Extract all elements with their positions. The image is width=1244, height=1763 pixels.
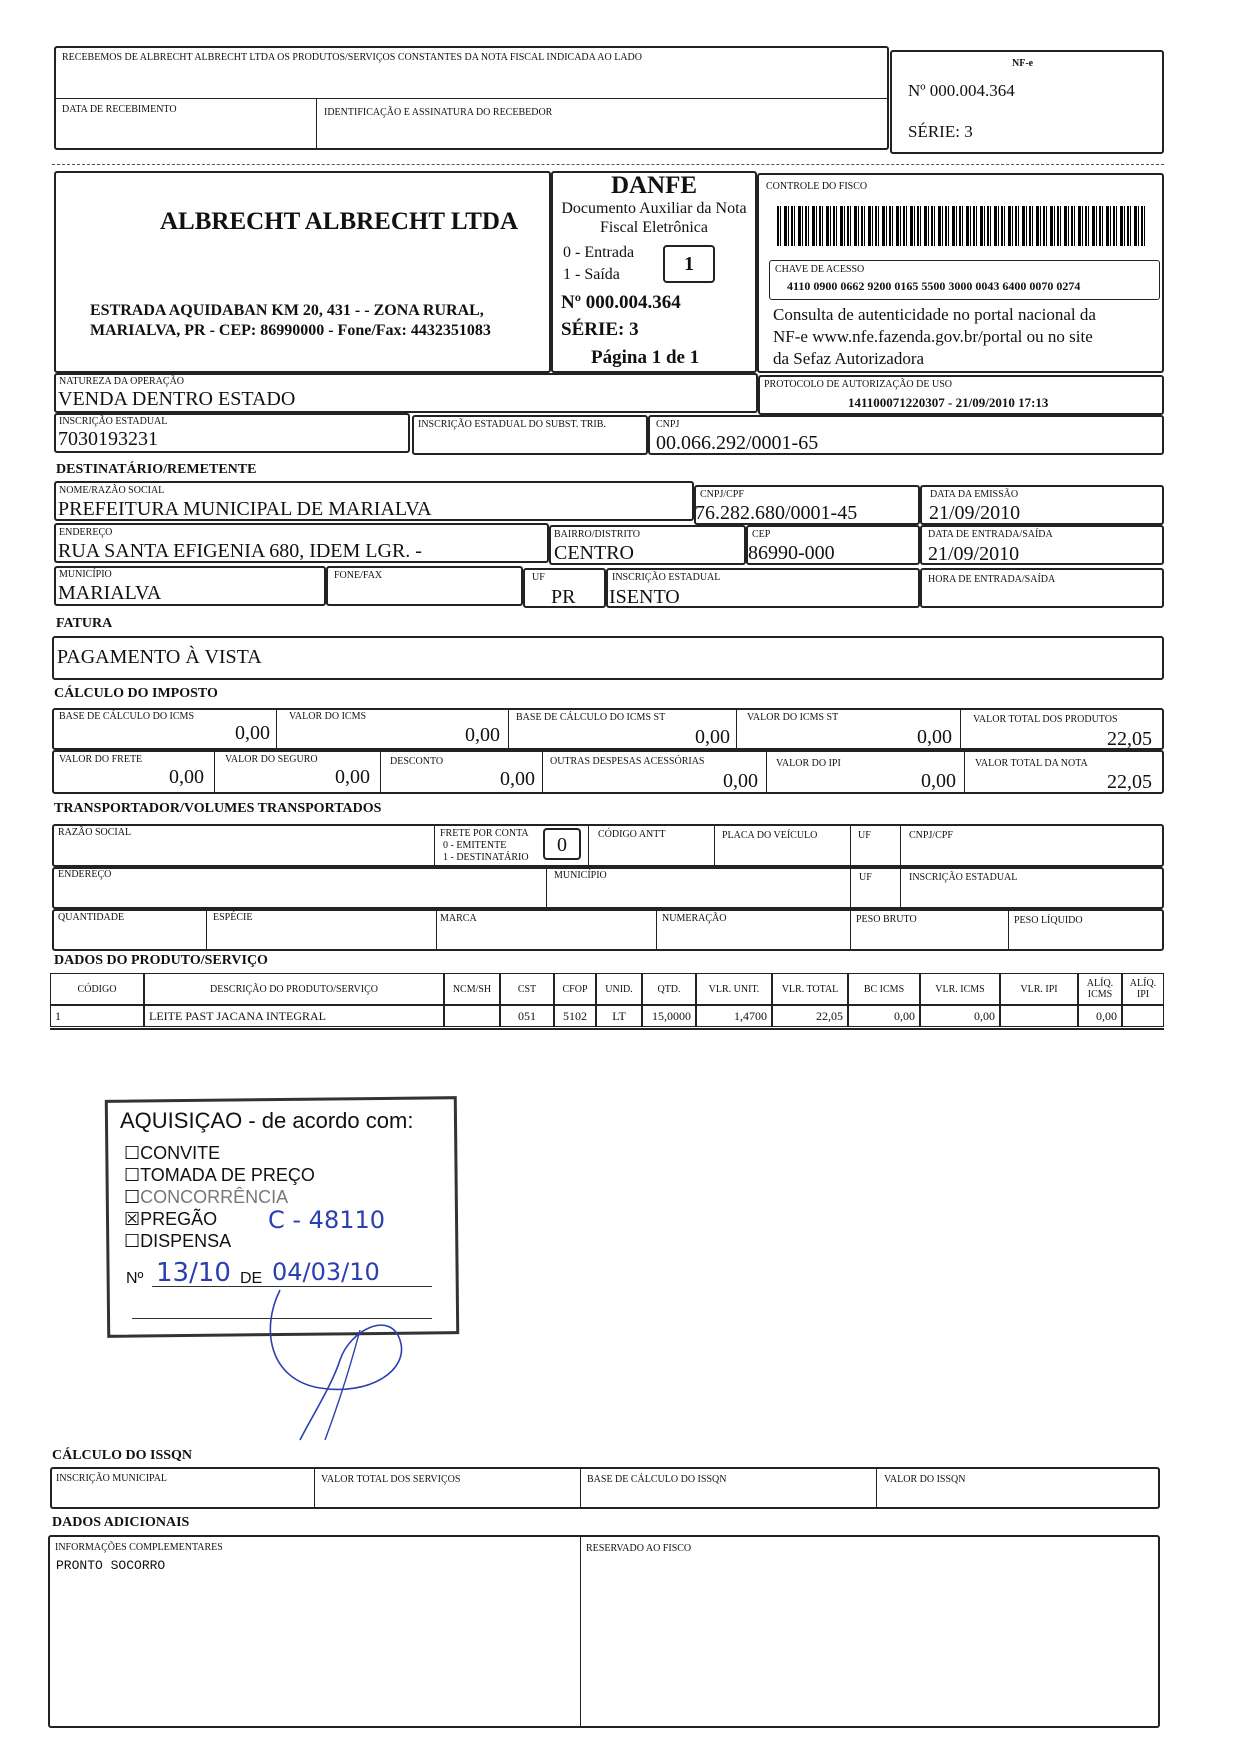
uf-label: UF	[532, 572, 545, 583]
tr-sep	[850, 824, 851, 867]
signature	[240, 1270, 450, 1450]
products-row-cell: 1	[50, 1005, 144, 1027]
recipient-name: PREFEITURA MUNICIPAL DE MARIALVA	[58, 498, 432, 520]
ie-st-label: INSCRIÇÃO ESTADUAL DO SUBST. TRIB.	[418, 419, 606, 430]
fisco-control-label: CONTROLE DO FISCO	[766, 181, 868, 192]
products-header-cell: CFOP	[554, 973, 596, 1005]
complementary-info: PRONTO SOCORRO	[56, 1558, 166, 1573]
phone-label: FONE/FAX	[334, 570, 383, 581]
stamp-option-convite-label: CONVITE	[140, 1143, 221, 1163]
emitter-address-1: ESTRADA AQUIDABAN KM 20, 431 - - ZONA RURAL,	[90, 302, 484, 319]
products-header-cell: ALÍQ. ICMS	[1078, 973, 1122, 1005]
issqn-value-label: VALOR DO ISSQN	[884, 1474, 966, 1485]
transport-ie-label: INSCRIÇÃO ESTADUAL	[909, 872, 1018, 883]
products-header-cell: VLR. UNIT.	[696, 973, 772, 1005]
qty-label: QUANTIDADE	[58, 912, 125, 923]
transport-address-label: ENDEREÇO	[58, 869, 112, 880]
insurance-label: VALOR DO SEGURO	[225, 754, 318, 765]
products-total-value: 22,05	[1107, 728, 1152, 750]
stamp-option-dispensa: ☐DISPENSA	[124, 1231, 232, 1251]
products-row-cell: 5102	[554, 1005, 596, 1027]
products-header-cell: ALÍQ. IPI	[1122, 973, 1164, 1005]
handwritten-code: C - 48110	[268, 1206, 386, 1234]
ipi-label: VALOR DO IPI	[776, 758, 841, 769]
tax-sep	[766, 750, 767, 794]
stamp-de-label: DE	[240, 1270, 263, 1287]
products-row-cell	[1000, 1005, 1078, 1027]
products-header-cell: BC ICMS	[848, 973, 920, 1005]
cnpj-label: CNPJ	[656, 419, 680, 430]
products-row-cell: 0,00	[920, 1005, 1000, 1027]
address-value: RUA SANTA EFIGENIA 680, IDEM LGR. -	[58, 540, 422, 562]
danfe-subtitle-1: Documento Auxiliar da Nota	[561, 200, 747, 217]
city-label: MUNICÍPIO	[59, 569, 112, 580]
products-header-cell: UNID.	[596, 973, 642, 1005]
stamp-option-tomada: ☐TOMADA DE PREÇO	[124, 1165, 315, 1185]
invoice-section-title: FATURA	[56, 616, 113, 631]
antt-label: CÓDIGO ANTT	[598, 829, 666, 840]
numbering-label: NUMERAÇÃO	[662, 913, 727, 924]
icms-label: VALOR DO ICMS	[289, 711, 367, 722]
stamp-option-concorrencia: ☐CONCORRÊNCIA	[124, 1187, 289, 1207]
products-row-cell: LT	[596, 1005, 642, 1027]
discount-value: 0,00	[500, 768, 535, 790]
issqn-sep	[580, 1467, 581, 1509]
products-row-cell: 1,4700	[696, 1005, 772, 1027]
brand-label: MARCA	[440, 913, 477, 924]
icms-st-value: 0,00	[917, 726, 952, 748]
insurance-value: 0,00	[335, 766, 370, 788]
products-total-label: VALOR TOTAL DOS PRODUTOS	[973, 714, 1118, 725]
tax-sep	[964, 750, 965, 794]
emitter-box	[54, 171, 551, 373]
canhoto-number: Nº 000.004.364	[908, 81, 1015, 100]
transport-cnpj-label: CNPJ/CPF	[909, 830, 953, 841]
tr-sep	[900, 824, 901, 867]
access-key-label: CHAVE DE ACESSO	[775, 264, 865, 275]
canhoto-nfe-label: NF-e	[1012, 58, 1034, 69]
tr-sep	[900, 867, 901, 909]
cut-line	[52, 164, 1164, 165]
district-label: BAIRRO/DISTRITO	[554, 529, 640, 540]
district-value: CENTRO	[554, 542, 634, 564]
products-section-title: DADOS DO PRODUTO/SERVIÇO	[54, 953, 268, 968]
address-label: ENDEREÇO	[59, 527, 113, 538]
recipient-cnpj-label: CNPJ/CPF	[700, 489, 744, 500]
emission-label: DATA DA EMISSÃO	[930, 489, 1019, 500]
products-row-cell	[1122, 1005, 1164, 1027]
danfe-number: Nº 000.004.364	[561, 292, 681, 313]
protocol-label: PROTOCOLO DE AUTORIZAÇÃO DE USO	[764, 379, 952, 390]
issqn-sep	[314, 1467, 315, 1509]
products-table	[50, 973, 1164, 1035]
tr-sep	[546, 867, 547, 909]
transport-uf-label: UF	[858, 830, 871, 841]
tax-sep	[380, 750, 381, 794]
services-total-label: VALOR TOTAL DOS SERVIÇOS	[321, 1474, 461, 1485]
barcode	[777, 206, 1145, 246]
stamp-option-pregao-label: PREGÃO	[140, 1209, 218, 1229]
tr-sep	[436, 909, 437, 951]
consult-line-1: Consulta de autenticidade no portal nacional da	[773, 305, 1096, 324]
products-header-cell: QTD.	[642, 973, 696, 1005]
products-row-cell: LEITE PAST JACANA INTEGRAL	[144, 1005, 444, 1027]
bc-st-value: 0,00	[695, 726, 730, 748]
stamp-option-concorrencia-label: CONCORRÊNCIA	[140, 1187, 289, 1207]
stamp-option-pregao: ☒PREGÃO	[124, 1209, 218, 1229]
receiver-id-label: IDENTIFICAÇÃO E ASSINATURA DO RECEBEDOR	[324, 107, 553, 118]
consult-line-2: NF-e www.nfe.fazenda.gov.br/portal ou no site	[773, 327, 1093, 346]
transport-city-label: MUNICÍPIO	[554, 870, 607, 881]
tax-sep	[214, 750, 215, 794]
additional-box	[48, 1535, 1160, 1728]
tr-sep	[850, 867, 851, 909]
stamp-title: AQUISIÇAO - de acordo com:	[120, 1108, 414, 1133]
tr-sep	[1008, 909, 1009, 951]
recipient-ie-label: INSCRIÇÃO ESTADUAL	[612, 572, 721, 583]
ie-value: 7030193231	[58, 428, 158, 450]
nature-value: VENDA DENTRO ESTADO	[58, 388, 296, 410]
canhoto-divider-v	[316, 98, 317, 150]
species-label: ESPÉCIE	[213, 912, 253, 923]
tax-sep	[508, 708, 509, 750]
uf-value: PR	[551, 586, 576, 608]
plate-label: PLACA DO VEÍCULO	[722, 830, 818, 841]
products-header-cell: VLR. IPI	[1000, 973, 1078, 1005]
receipt-date-label: DATA DE RECEBIMENTO	[62, 104, 177, 115]
stamp-option-dispensa-label: DISPENSA	[140, 1231, 232, 1251]
freight-opt-0: 0 - EMITENTE	[443, 840, 507, 851]
products-row-cell: 0,00	[848, 1005, 920, 1027]
receipt-text: RECEBEMOS DE ALBRECHT ALBRECHT LTDA OS PRODUTOS/SERVIÇOS CONSTANTES DA NOTA FISCAL INDICADA AO LADO	[62, 52, 642, 63]
municipal-registration-label: INSCRIÇÃO MUNICIPAL	[56, 1473, 168, 1484]
products-row-cell: 051	[500, 1005, 554, 1027]
danfe-title: DANFE	[610, 172, 698, 199]
cep-label: CEP	[752, 529, 771, 540]
tax-sep	[736, 708, 737, 750]
tax-sep	[276, 708, 277, 750]
tr-sep	[656, 909, 657, 951]
bc-icms-value: 0,00	[235, 722, 270, 744]
invoice-text: PAGAMENTO À VISTA	[57, 646, 262, 668]
danfe-page: Página 1 de 1	[591, 347, 700, 368]
transport-name-label: RAZÃO SOCIAL	[58, 827, 132, 838]
products-table-underline	[50, 1028, 1164, 1030]
nature-label: NATUREZA DA OPERAÇÃO	[59, 376, 185, 387]
canhoto-divider	[54, 98, 889, 99]
freight-label: VALOR DO FRETE	[59, 754, 143, 765]
danfe-type-value: 1	[684, 253, 694, 275]
tr-sep	[850, 909, 851, 951]
products-header-cell: CÓDIGO	[50, 973, 144, 1005]
danfe-subtitle-2: Fiscal Eletrônica	[600, 219, 708, 236]
freight-by-label: FRETE POR CONTA	[440, 828, 529, 839]
products-row-cell: 22,05	[772, 1005, 848, 1027]
net-weight-label: PESO LÍQUIDO	[1014, 915, 1083, 926]
stamp-number-label: Nº	[126, 1270, 144, 1287]
stamp-option-tomada-label: TOMADA DE PREÇO	[140, 1165, 315, 1185]
recipient-ie: ISENTO	[609, 586, 680, 608]
tr-sep	[206, 909, 207, 951]
icms-value: 0,00	[465, 724, 500, 746]
tax-section-title: CÁLCULO DO IMPOSTO	[54, 686, 218, 701]
other-label: OUTRAS DESPESAS ACESSÓRIAS	[550, 756, 705, 767]
cep-value: 86990-000	[748, 542, 835, 564]
protocol-value: 141100071220307 - 21/09/2010 17:13	[848, 395, 1049, 410]
recipient-section-title: DESTINATÁRIO/REMETENTE	[56, 462, 257, 477]
tr-sep	[588, 824, 589, 867]
stamp-option-convite: ☐CONVITE	[124, 1143, 221, 1163]
gross-weight-label: PESO BRUTO	[856, 914, 917, 925]
time-label: HORA DE ENTRADA/SAÍDA	[928, 574, 1056, 585]
products-row-cell: 15,0000	[642, 1005, 696, 1027]
recipient-name-label: NOME/RAZÃO SOCIAL	[59, 485, 165, 496]
reserved-fisco-label: RESERVADO AO FISCO	[586, 1543, 692, 1554]
transport-uf2-label: UF	[859, 872, 872, 883]
handwritten-number: 13/10	[156, 1258, 231, 1288]
danfe-exit: 1 - Saída	[563, 266, 620, 283]
products-header-cell: VLR. ICMS	[920, 973, 1000, 1005]
products-row-cell	[444, 1005, 500, 1027]
canhoto-series: SÉRIE: 3	[908, 122, 973, 141]
tr-sep	[714, 824, 715, 867]
issqn-section-title: CÁLCULO DO ISSQN	[52, 1448, 193, 1463]
danfe-entry: 0 - Entrada	[563, 244, 635, 261]
bc-icms-label: BASE DE CÁLCULO DO ICMS	[59, 711, 195, 722]
freight-opt-1: 1 - DESTINATÁRIO	[443, 852, 529, 863]
freight-value: 0	[557, 834, 567, 856]
tr-sep	[434, 824, 435, 867]
city-value: MARIALVA	[58, 582, 162, 604]
emitter-address-2: MARIALVA, PR - CEP: 86990000 - Fone/Fax: 4432351083	[90, 322, 491, 339]
consult-line-3: da Sefaz Autorizadora	[773, 349, 925, 368]
ie-label: INSCRIÇÃO ESTADUAL	[59, 416, 168, 427]
emission-date: 21/09/2010	[929, 502, 1021, 524]
freight-value: 0,00	[169, 766, 204, 788]
entry-date: 21/09/2010	[928, 543, 1020, 565]
bc-st-label: BASE DE CÁLCULO DO ICMS ST	[516, 712, 666, 723]
entry-date-label: DATA DE ENTRADA/SAÍDA	[928, 529, 1053, 540]
tax-sep	[960, 708, 961, 750]
products-header-cell: VLR. TOTAL	[772, 973, 848, 1005]
complementary-info-label: INFORMAÇÕES COMPLEMENTARES	[55, 1542, 223, 1553]
additional-section-title: DADOS ADICIONAIS	[52, 1515, 190, 1530]
handwritten-date: 04/03/10	[272, 1258, 380, 1286]
other-value: 0,00	[723, 770, 758, 792]
cnpj-value: 00.066.292/0001-65	[656, 432, 819, 454]
access-key: 4110 0900 0662 9200 0165 5500 3000 0043 6400 0070 0274	[787, 279, 1081, 293]
products-header-cell: NCM/SH	[444, 973, 500, 1005]
total-label: VALOR TOTAL DA NOTA	[975, 758, 1088, 769]
issqn-sep	[876, 1467, 877, 1509]
icms-st-label: VALOR DO ICMS ST	[747, 712, 839, 723]
emitter-name: ALBRECHT ALBRECHT LTDA	[160, 208, 518, 235]
discount-label: DESCONTO	[390, 756, 444, 767]
danfe-series: SÉRIE: 3	[561, 319, 639, 340]
tax-sep	[542, 750, 543, 794]
additional-sep	[580, 1535, 581, 1728]
recipient-cnpj: 76.282.680/0001-45	[695, 502, 858, 524]
products-row-cell: 0,00	[1078, 1005, 1122, 1027]
products-header-cell: CST	[500, 973, 554, 1005]
issqn-base-label: BASE DE CÁLCULO DO ISSQN	[587, 1474, 727, 1485]
total-value: 22,05	[1107, 771, 1152, 793]
ipi-value: 0,00	[921, 770, 956, 792]
products-header-cell: DESCRIÇÃO DO PRODUTO/SERVIÇO	[144, 973, 444, 1005]
transport-section-title: TRANSPORTADOR/VOLUMES TRANSPORTADOS	[54, 801, 382, 816]
